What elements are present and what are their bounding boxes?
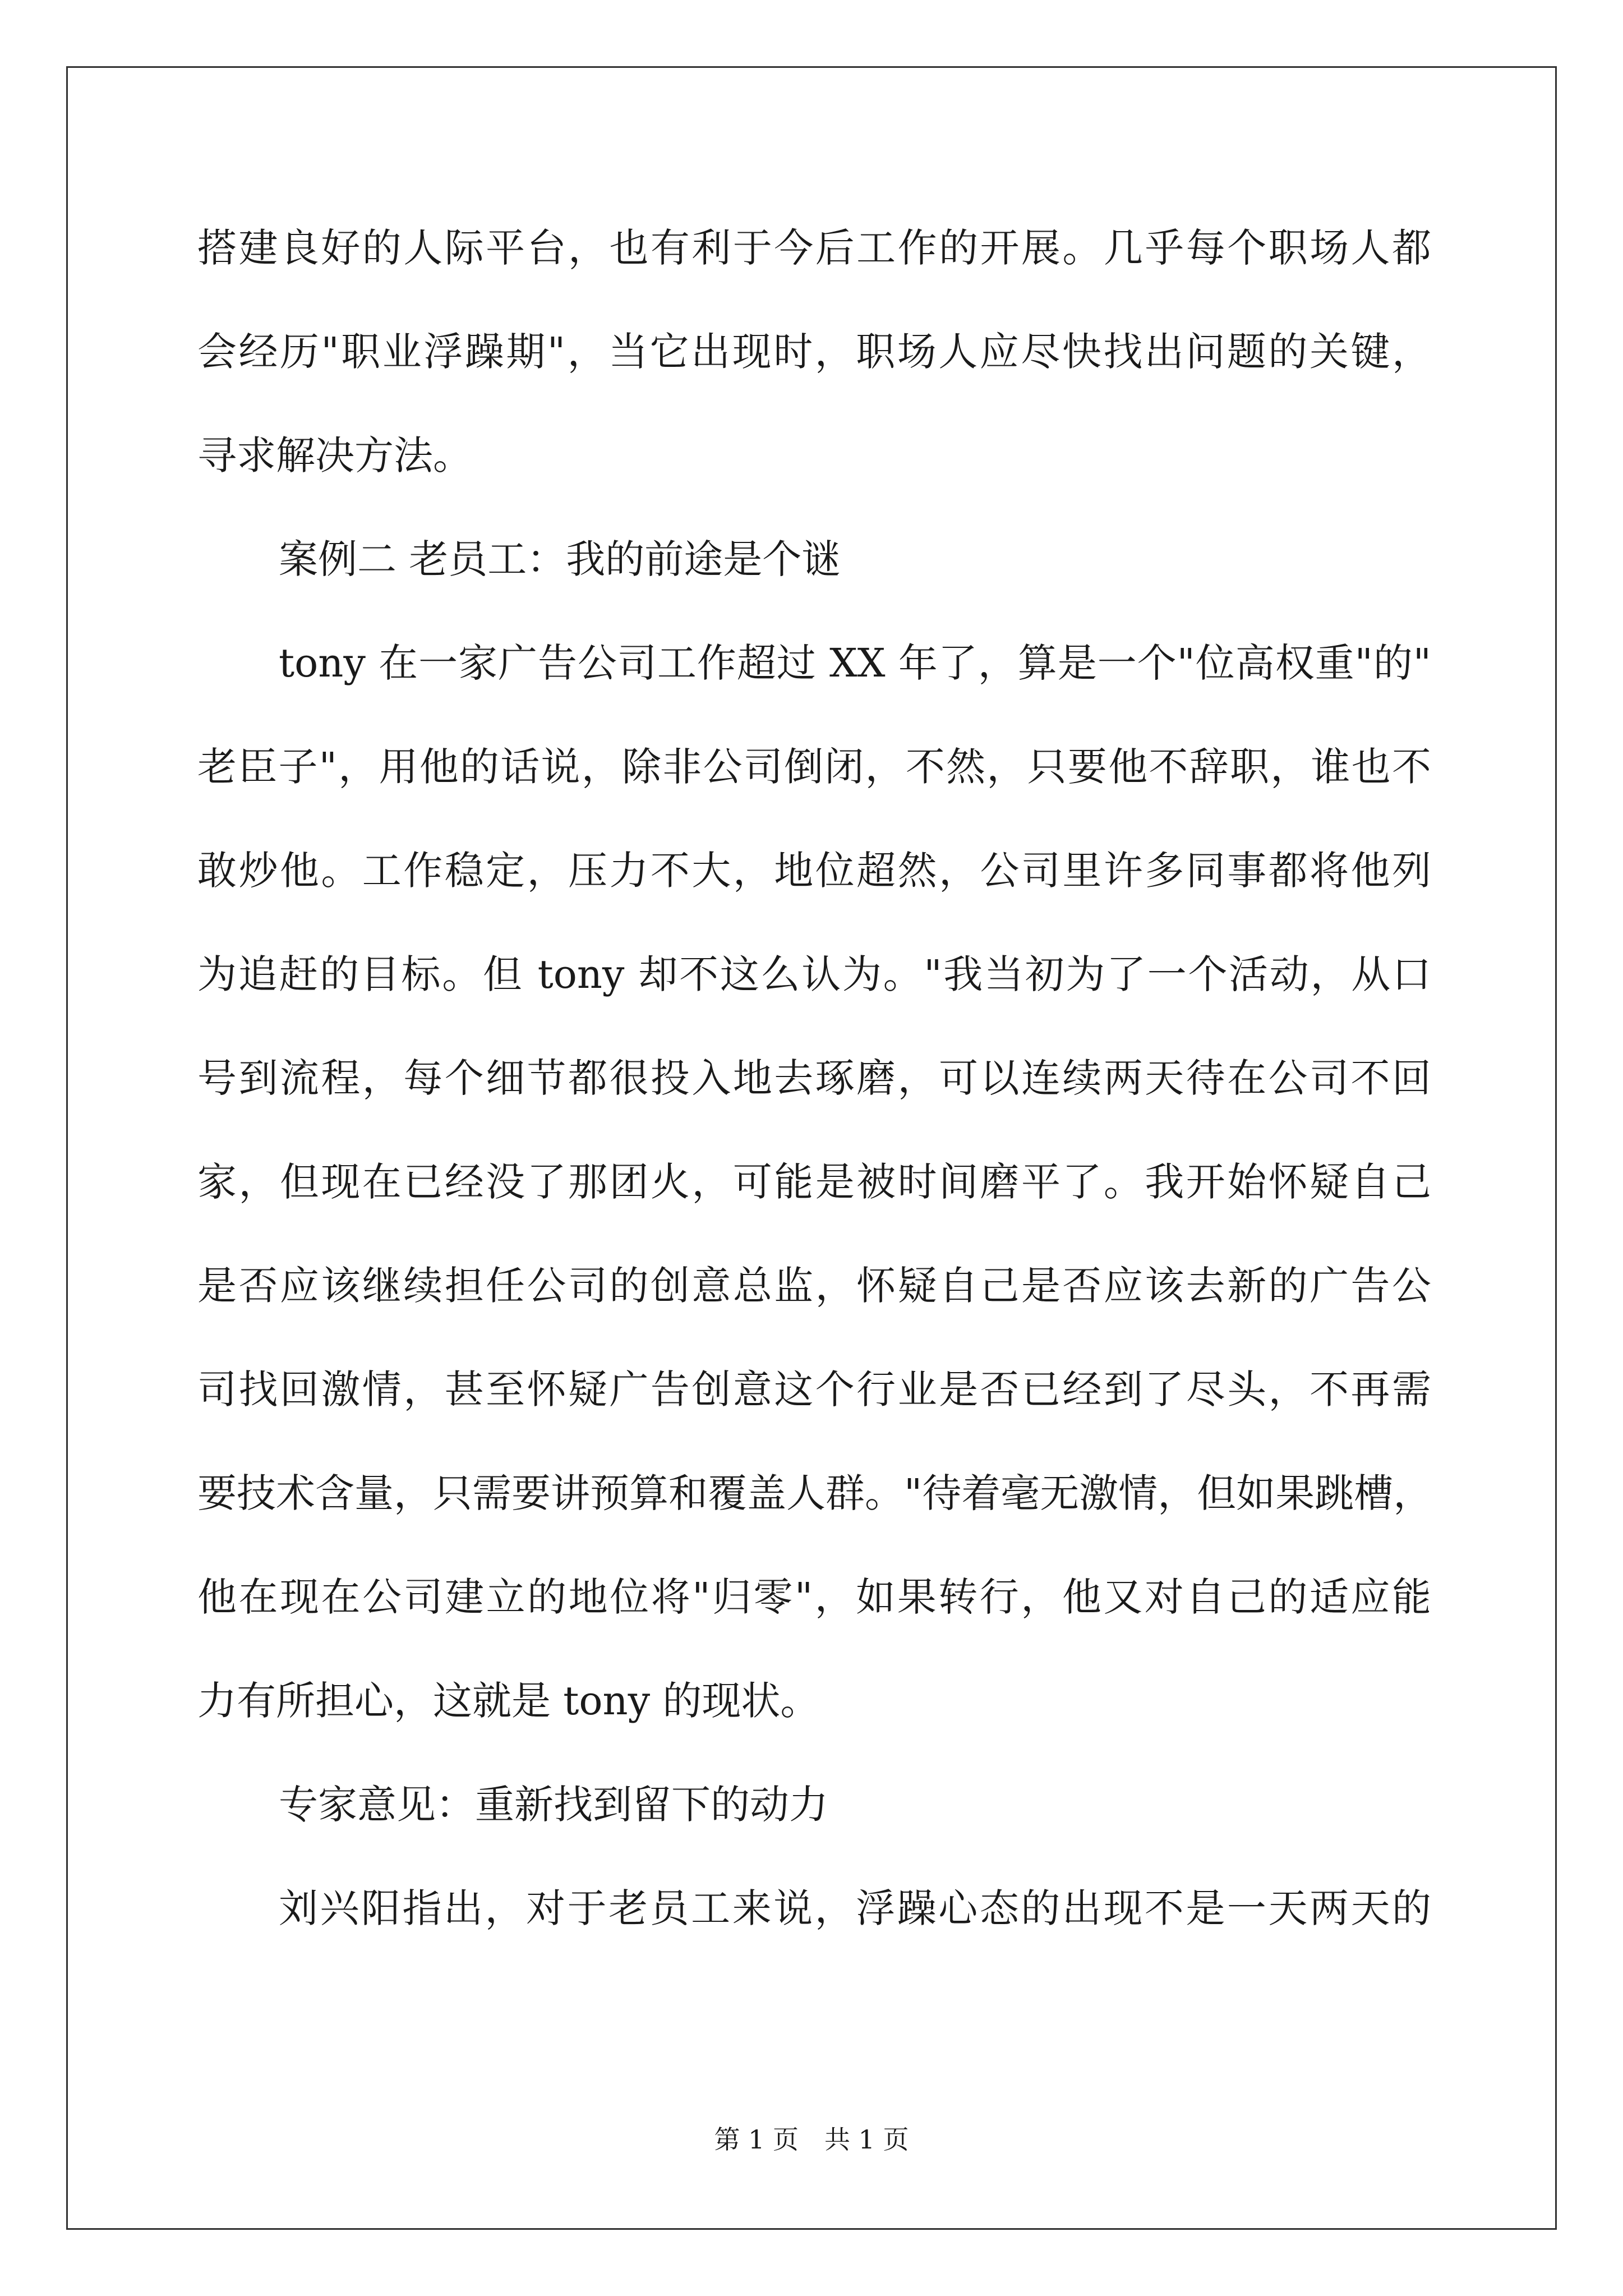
document-body (197, 196, 1431, 1961)
text-line: 号到流程，每个细节都很投入地去琢磨，可以连续两天待在公司不回 (197, 1055, 1431, 1101)
page-number: 第 1 页 (714, 2124, 799, 2155)
text-line: 寻求解决方法。 (197, 432, 472, 478)
text-line: 老臣子"，用他的话说，除非公司倒闭，不然，只要他不辞职，谁也不 (197, 744, 1431, 790)
text-line: 刘兴阳指出，对于老员工来说，浮躁心态的出现不是一天两天的 (279, 1885, 1431, 1931)
text-line: 敢炒他。工作稳定，压力不大，地位超然，公司里许多同事都将他列 (197, 848, 1431, 894)
text-line: 搭建良好的人际平台，也有利于今后工作的开展。几乎每个职场人都 (197, 225, 1431, 271)
text-line: tony 在一家广告公司工作超过 XX 年了，算是一个"位高权重"的" (279, 640, 1431, 686)
text-line: 要技术含量，只需要讲预算和覆盖人群。"待着毫无激情，但如果跳槽， (197, 1470, 1433, 1516)
text-line: 力有所担心，这就是 tony 的现状。 (197, 1678, 820, 1724)
page-footer (0, 2119, 1623, 2156)
section-heading: 专家意见：重新找到留下的动力 (279, 1782, 828, 1828)
text-line: 为追赶的目标。但 tony 却不这么认为。"我当初为了一个活动，从口 (197, 951, 1431, 997)
text-line: 司找回激情，甚至怀疑广告创意这个行业是否已经到了尽头，不再需 (197, 1366, 1431, 1412)
text-line: 他在现在公司建立的地位将"归零"，如果转行，他又对自己的适应能 (197, 1574, 1431, 1620)
text-line: 是否应该继续担任公司的创意总监，怀疑自己是否应该去新的广告公 (197, 1263, 1431, 1309)
section-heading: 案例二 老员工：我的前途是个谜 (279, 536, 841, 582)
page-total: 共 1 页 (824, 2124, 909, 2155)
text-line: 会经历"职业浮躁期"，当它出现时，职场人应尽快找出问题的关键， (197, 329, 1431, 375)
text-line: 家，但现在已经没了那团火，可能是被时间磨平了。我开始怀疑自己 (197, 1159, 1431, 1205)
